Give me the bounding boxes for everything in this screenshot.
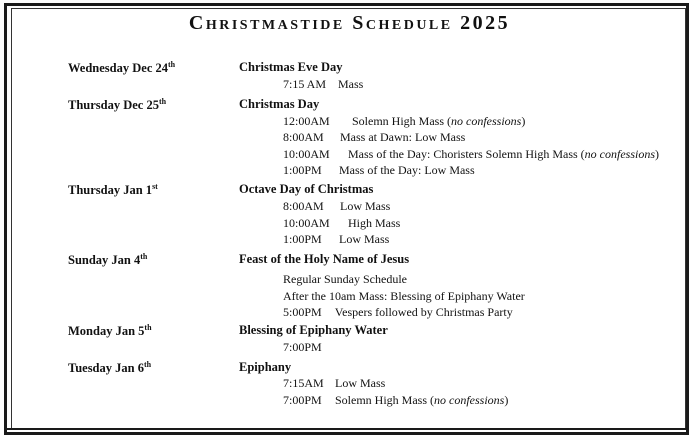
date-ordinal-suffix: st xyxy=(152,182,158,191)
entry-event: Feast of the Holy Name of Jesus xyxy=(239,252,410,266)
schedule-line xyxy=(283,232,389,247)
date-ordinal-suffix: th xyxy=(140,252,148,261)
entry-event: Blessing of Epiphany Water xyxy=(239,323,388,337)
line-time: 10:00AM xyxy=(283,216,330,230)
schedule-line xyxy=(283,147,659,162)
bottom-border xyxy=(4,428,689,434)
schedule-title: Christmastide Schedule 2025 xyxy=(188,12,511,34)
entry-date-text: Thursday Dec 25 xyxy=(68,98,159,113)
entry-date-text: Wednesday Dec 24 xyxy=(68,61,168,76)
schedule-line xyxy=(283,199,390,214)
schedule-line xyxy=(283,163,475,178)
entry-date xyxy=(68,252,147,268)
entry-date xyxy=(68,60,175,76)
schedule-line xyxy=(283,376,385,391)
line-description: High Mass xyxy=(345,216,401,230)
schedule-line xyxy=(283,393,508,408)
schedule-line xyxy=(283,340,322,355)
entry-event: Octave Day of Christmas xyxy=(239,182,374,196)
line-description: Low Mass xyxy=(337,199,391,213)
line-description: Low Mass xyxy=(332,376,386,390)
line-time: 7:00PM xyxy=(283,340,322,354)
line-description: Regular Sunday Schedule xyxy=(283,272,407,286)
line-note-close: ) xyxy=(504,393,509,407)
schedule-line xyxy=(283,289,525,304)
line-time: 5:00PM xyxy=(283,305,322,319)
schedule-line xyxy=(283,114,525,129)
schedule-line xyxy=(283,130,465,145)
line-note-close: ) xyxy=(655,147,659,161)
entry-event: Christmas Day xyxy=(239,97,320,111)
entry-date-text: Monday Jan 5 xyxy=(68,324,145,339)
date-ordinal-suffix: th xyxy=(144,323,152,332)
line-time: 1:00PM xyxy=(283,163,322,177)
line-time: 8:00AM xyxy=(283,199,324,213)
entry-event: Epiphany xyxy=(239,360,292,374)
entry-date xyxy=(68,97,166,113)
line-time: 8:00AM xyxy=(283,130,324,144)
entry-date xyxy=(68,360,151,376)
date-ordinal-suffix: th xyxy=(143,360,152,369)
line-description: After the 10am Mass: Blessing of Epiphany Water xyxy=(283,289,525,303)
line-note: no confessions xyxy=(584,147,655,161)
line-time: 10:00AM xyxy=(283,147,330,161)
schedule-line xyxy=(283,77,363,92)
line-time: 7:15AM xyxy=(283,376,324,390)
entry-event: Christmas Eve Day xyxy=(239,60,343,74)
entry-date-text: Thursday Jan 1 xyxy=(68,183,153,198)
line-time: 7:00PM xyxy=(283,393,322,407)
line-description: Solemn High Mass ( xyxy=(349,114,451,128)
line-time: 7:15 AM xyxy=(283,77,327,91)
schedule-line xyxy=(283,272,407,287)
line-note: no confessions xyxy=(451,114,522,128)
line-description: Mass of the Day: Low Mass xyxy=(336,163,475,177)
entry-date xyxy=(68,182,158,198)
line-note: no confessions xyxy=(434,393,505,407)
schedule-line xyxy=(283,305,513,320)
line-description: Mass at Dawn: Low Mass xyxy=(337,130,466,144)
line-description: Vespers followed by Christmas Party xyxy=(332,305,513,319)
line-description: Mass xyxy=(335,77,364,91)
entry-date-text: Sunday Jan 4 xyxy=(68,253,141,268)
date-ordinal-suffix: th xyxy=(158,97,167,106)
line-note-close: ) xyxy=(521,114,526,128)
line-time: 1:00PM xyxy=(283,232,322,246)
line-description: Mass of the Day: Choristers Solemn High Mass ( xyxy=(345,147,585,161)
date-ordinal-suffix: th xyxy=(168,60,176,69)
line-time: 12:00AM xyxy=(283,114,330,128)
entry-date xyxy=(68,323,152,339)
line-description: Low Mass xyxy=(336,232,390,246)
entry-date-text: Tuesday Jan 6 xyxy=(68,361,144,376)
line-description: Solemn High Mass ( xyxy=(332,393,434,407)
schedule-line xyxy=(283,216,400,231)
